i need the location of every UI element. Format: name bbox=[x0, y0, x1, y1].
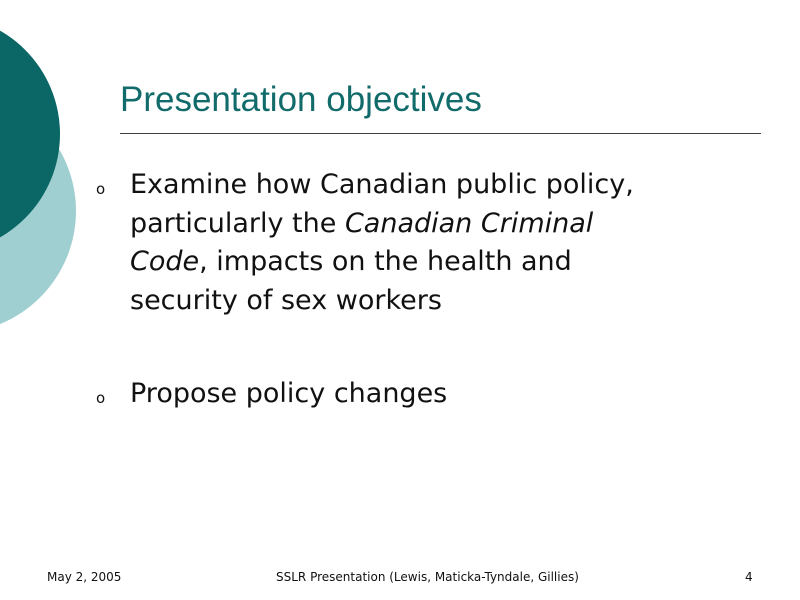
bullet-line-text: particularly the bbox=[130, 207, 345, 239]
bullet-marker: o bbox=[96, 180, 106, 198]
title-underline bbox=[120, 133, 761, 134]
bullet-line: security of sex workers bbox=[130, 284, 442, 316]
bullet-line: Examine how Canadian public policy, bbox=[130, 169, 634, 200]
code-emphasis: Code bbox=[130, 246, 200, 277]
slide-number: 4 bbox=[745, 570, 753, 584]
canadian-criminal-code-emphasis: Canadian Criminal bbox=[344, 207, 594, 239]
bullet-item-propose-policy-changes: Propose policy changes bbox=[130, 378, 448, 409]
bullet-line bbox=[130, 243, 634, 282]
bullet-item-examine-policy bbox=[130, 166, 634, 320]
footer-date: May 2, 2005 bbox=[47, 570, 122, 584]
bullet-marker: o bbox=[96, 389, 106, 407]
slide-title: Presentation objectives bbox=[120, 80, 482, 119]
bullet-line-text: , impacts on the health and bbox=[199, 246, 572, 277]
bullet-line bbox=[130, 205, 634, 244]
footer-presentation-title: SSLR Presentation (Lewis, Maticka-Tyndale, Gillies) bbox=[276, 570, 579, 584]
